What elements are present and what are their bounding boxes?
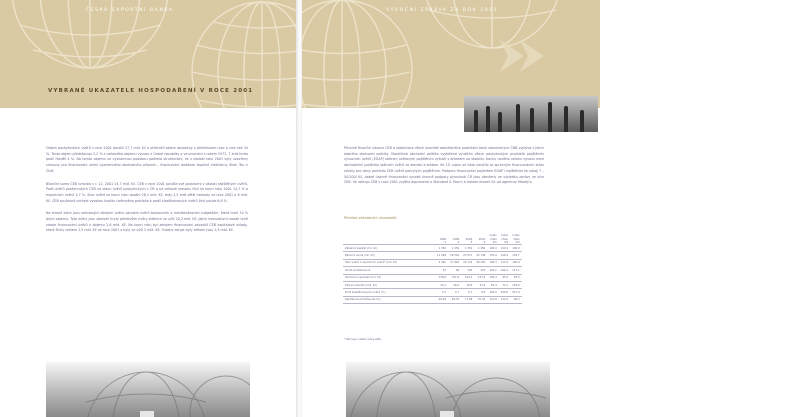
table-cell: 129,3 <box>464 276 473 280</box>
right-text-column <box>344 146 544 193</box>
row-label: Podíl klasifikovaných úvěrů (%) <box>345 291 386 295</box>
table-cell: 85,2 <box>502 276 509 280</box>
indicators-table <box>343 232 522 304</box>
table-cell: 112,5 <box>500 298 509 302</box>
table-cell: 32,2 <box>440 283 447 287</box>
paragraph: Příznivé finanční situace ČEB a stabilizace všech pravidel obezřetného podnikání bank stanovených ČNB vyplývá z jejich dobrého obchodní politiky. Obezřetná obchodní politika vyjádřená využitím všech poskytnutých produktů pojištěním vývozních úvěrů (EGAP) státním úvěrovým pojištěním vytváří s ohledem na stabilitu trochu nového vztahu vývozu mezi obchodními podílníky státních úvěrů za domácí a státem. Ke 15. srpnu se však sloučilo se správným financováním státu záruky pro daný portfolio ČEB úvěrů pokrytých pojištěním. Podpora financování pojistitele EGAP i zajištěním ke zdroji 7 – 50/100/ Kč, dobré úrovně financování vysoké úrovně podpory plynulosti ČR jsou otevřeny ve výsledku zprávy ve více ČEB. Ve ratingu ČEB v roce 2001 zvýšilo dopravené a Standard & Poor's a získala úroveň A1 od agentury Moody's. <box>344 146 544 185</box>
table-header-cell: 1998 1 <box>439 237 447 244</box>
paragraph: Na straně aktiv jsou nahrazující zdrojem úvěru zdrojem úvěrů bankovním a mezibankovním subjektům, které tvoří 70 % jejich objemu. Tyto úvěry jsou zároveň kryty především úvěry státních ve výši 20,2 mld. Kč, jejich kumulativní rozsah tvoří zdroje financování úvěrů v objemu 2,6 mld. Kč. Na konci roku byl zdrojem financování závazků ČEB kapitálové vklady, které činily celkem 1,5 mld. Kč ve roce 2001 a byly ve výši 2 mld. Kč. Ostatní zdroje byly celkem jsou 1,9 mld. Kč. <box>46 211 248 233</box>
table-row <box>343 252 522 259</box>
table-header-label <box>343 232 435 245</box>
table-cell: 26,2 <box>453 283 460 287</box>
table-cell: 0,7 <box>468 291 473 295</box>
table-header-cell: Index růstu 4/3 <box>512 234 520 244</box>
running-header-right: VÝROČNÍ ZPRÁVA ZA ROK 2001 <box>386 8 499 13</box>
table-footnote: * zahrnuje i ostatní úvěry státu <box>344 338 382 341</box>
table-header-row <box>343 232 522 245</box>
table-cell: 95,5 <box>513 276 520 280</box>
table-cell: 28 190 <box>476 261 486 265</box>
table-cell: 24 748 <box>476 254 486 258</box>
row-label: Bilanční suma (mil. Kč) <box>345 254 375 258</box>
row-label: Stav úvěrů z exportních úvěrů* (mil. Kč) <box>345 261 398 265</box>
table-cell: 69,33 <box>451 298 460 302</box>
row-label: Základní kapitál (mil. Kč) <box>345 246 378 250</box>
page-number-tab <box>140 411 154 417</box>
left-text-column <box>46 146 248 241</box>
table-cell: 1 350 <box>451 246 460 250</box>
table-row <box>343 267 522 274</box>
table-cell: 90,3 <box>513 298 520 302</box>
table-cell: 123,5 <box>477 276 486 280</box>
table-cell: 100,0 <box>512 246 520 250</box>
row-label: Obchodní výsledek (mil. Kč) <box>345 276 382 280</box>
table-cell: 103,7 <box>512 254 520 258</box>
table-row <box>343 296 522 303</box>
table-cell: 0,7 <box>441 291 447 295</box>
bottom-globe-image <box>346 362 550 417</box>
table-cell: 18 592 <box>450 254 460 258</box>
table-cell: 138,8 <box>438 276 447 280</box>
table-header-cell: Index růstu 3/2 <box>501 234 509 244</box>
table-header-cell: Index růstu 2/1 <box>489 234 497 244</box>
table-cell: 18,9 <box>466 283 473 287</box>
table-cell: 20 132 <box>463 261 473 265</box>
paragraph: Bilanční suma ČEB vzrostla v r. 12. 2001 24,7 mld. Kč. ČEB v roce 2001 posílila své postavení v oblasti zajištěných úvěrů. Podíl úvěrů poskytnutých ČEB na stavu úvěrů poskytnutých v ČR a na celkové rozsahu činil ke konci roku 2001 14,7 % a exportních úvěrů 2,7 %. Stav úvěrů ke konci roku dosáhl 28,2 mld. Kč, tedy 2,5 krát větší hodnoty ve roce 2001 o 8 mld. Kč. ČEB současně udržela vysokou kvalitu úvěrového portfolia a podíl klasifikovaných úvěrů činil pouze 6,8 %. <box>46 181 248 203</box>
table-cell: 99 <box>455 268 460 272</box>
row-label: Počet zaměstnanců <box>345 268 371 272</box>
table-cell: 11 928 <box>437 254 447 258</box>
table-cell: 17 942 <box>450 261 460 265</box>
table-cell: 106,1 <box>500 268 509 272</box>
table-cell: 151,8 <box>451 276 460 280</box>
row-label: Kapitálová přiměřenost (%) <box>345 298 381 302</box>
table-cell: 971,4 <box>512 291 520 295</box>
table-title: Přehled základních ukazatelů <box>344 216 397 220</box>
table-row <box>343 281 522 288</box>
table-cell: 112,2 <box>500 261 509 265</box>
table-cell: 23 871 <box>463 254 473 258</box>
table-cell: 1 350 <box>438 246 447 250</box>
section-title: VYBRANÉ UKAZATELE HOSPODAŘENÍ V ROCE 2001 <box>48 88 254 94</box>
left-page <box>0 0 298 417</box>
table-cell: 97 <box>442 268 447 272</box>
table-cell: 117,1 <box>512 268 520 272</box>
table-cell: 100,0 <box>500 291 509 295</box>
page-number-tab <box>440 411 454 417</box>
table-cell: 1 350 <box>464 246 473 250</box>
table-cell: 81,4 <box>490 283 497 287</box>
globe-header-band <box>0 0 298 108</box>
running-header-left: ČESKÁ EXPORTNÍ BANKA <box>86 8 174 13</box>
row-label: Zisk po zdanění (mil. Kč) <box>345 283 378 287</box>
table-cell: 43,4 <box>479 283 486 287</box>
table-cell: 102,1 <box>489 268 497 272</box>
bottom-globe-image <box>46 362 250 417</box>
table-cell: 1 350 <box>477 246 486 250</box>
table-cell: 100,0 <box>489 291 497 295</box>
table-row <box>343 245 522 252</box>
table-cell: 26,48 <box>438 298 447 302</box>
table-cell: 109,4 <box>489 276 497 280</box>
table-header-cell: 1999 2 <box>452 237 460 244</box>
globe-graphic <box>302 0 600 108</box>
right-page <box>302 0 600 417</box>
table-cell: 100,0 <box>489 246 497 250</box>
table-row <box>343 289 522 296</box>
table-cell: 229,6 <box>512 283 520 287</box>
table-row <box>343 259 522 266</box>
table-cell: 6,8 <box>481 291 486 295</box>
table-header-cell: 2000 3 <box>465 237 473 244</box>
table-cell: 0,7 <box>455 291 460 295</box>
table-cell: 128,4 <box>500 254 509 258</box>
business-people-photo <box>464 96 598 132</box>
table-header-cell: 2001 4 <box>478 237 486 244</box>
table-cell: 155,9 <box>489 254 497 258</box>
table-cell: 100,0 <box>500 246 509 250</box>
table-cell: 9 481 <box>438 261 447 265</box>
table-cell: 123 <box>480 268 486 272</box>
table-cell: 189,3 <box>489 261 497 265</box>
table-cell: 140,0 <box>512 261 520 265</box>
table-cell: 70,43 <box>477 298 486 302</box>
table-cell: 131,8 <box>489 298 497 302</box>
table-row <box>343 274 522 281</box>
table-cell: 105 <box>467 268 473 272</box>
paragraph: Objem poskytnutých úvěrů v roce 2001 dosáhl 27,7 mld. Kč a překročil objem dosažený v předchozím roce o více než 44 %. Tento objem představuje 2,2 % z celkového objemu vývozu z České republiky a ve srovnání s rokem 1972, 7 krát tento podíl hledět 4 %. Na tomto objemu se významnou podobou podílela strukturální, že v období roku 2001 byly uzavřeny smlouvy pro financování velmi významného obchodního případu – financování dodávek tepelné elektrárny Shen Tou v Číně. <box>46 146 248 173</box>
table-cell: 77,98 <box>464 298 473 302</box>
table-cell: 72,1 <box>502 283 509 287</box>
globe-header-band <box>302 0 600 108</box>
